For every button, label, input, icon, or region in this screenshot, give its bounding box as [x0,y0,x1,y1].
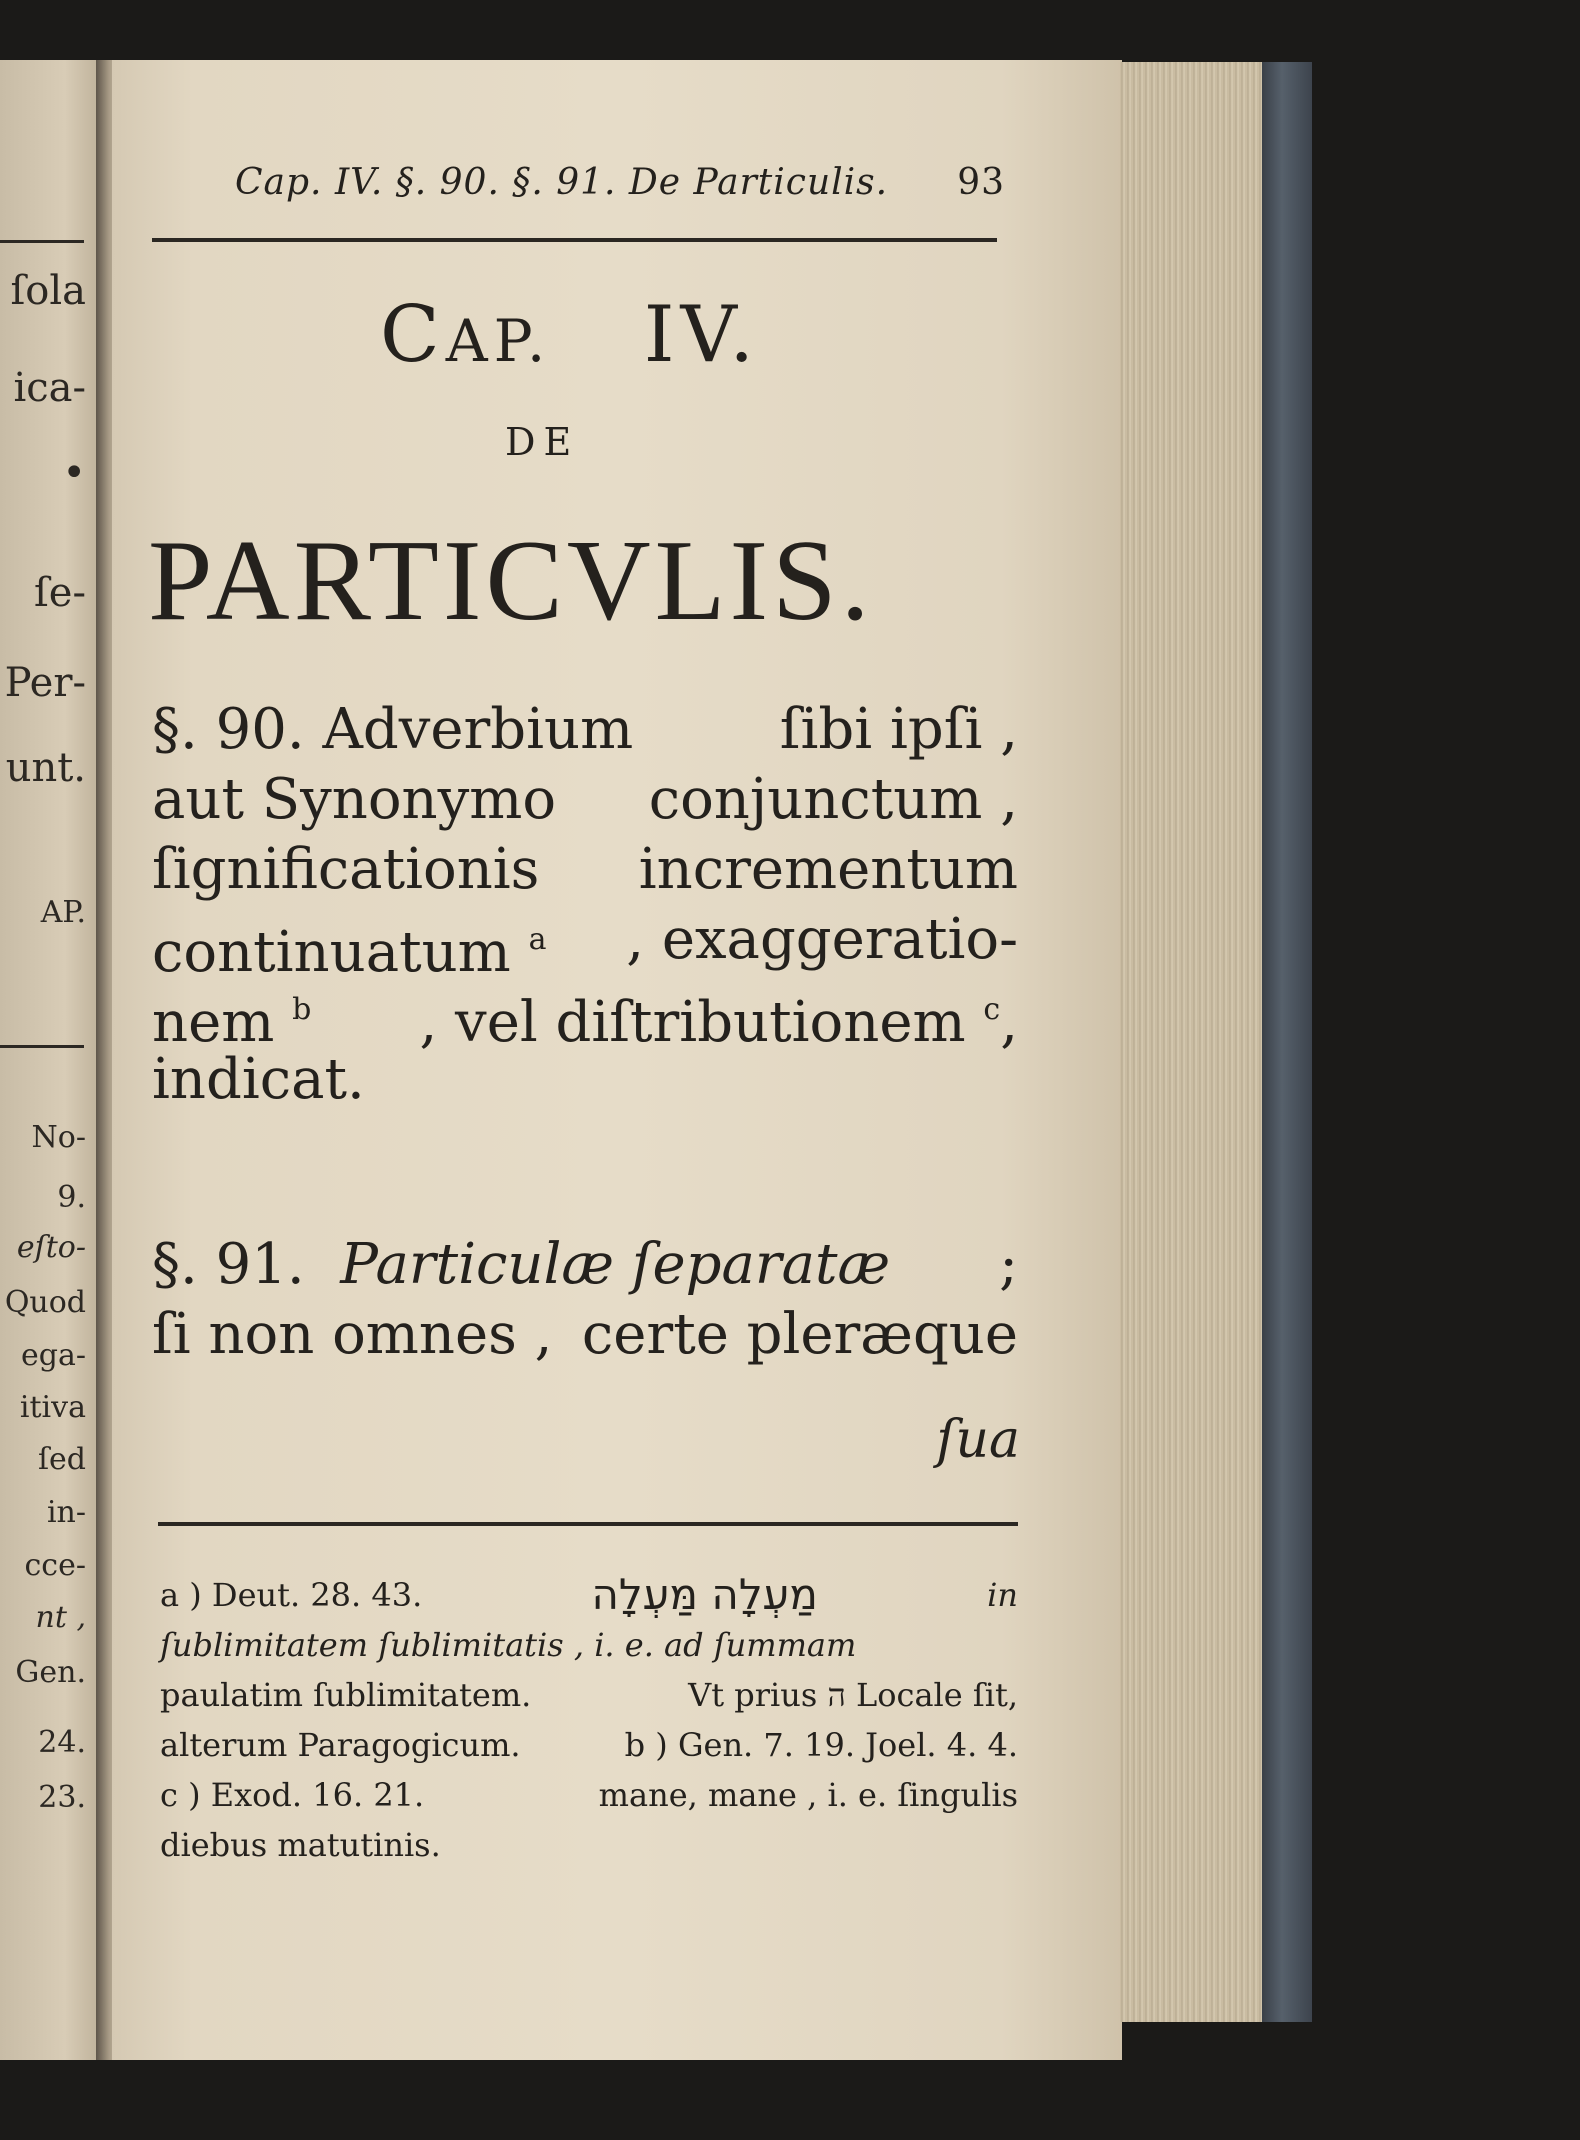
note-text: alterum Paragogicum. [160,1726,521,1764]
chapter-cap-initial: C [380,290,446,380]
text-line [152,695,1018,765]
text-segment: continuatum [152,920,511,985]
text-line [152,1230,1018,1300]
note-text: paulatim ſublimitatem. [160,1676,532,1714]
left-rule [0,1045,84,1048]
left-fragment: Quod [4,1285,86,1320]
note-text: ſublimitatem ſublimitatis , i. e. ad ſummam [160,1626,857,1664]
italic-term: Particulæ ſeparatæ [340,1232,891,1297]
note-text: in [987,1576,1018,1614]
text-segment: , [1000,990,1018,1055]
text-segment: §. 90. Adverbium [152,697,634,762]
footnote-rule [158,1522,1018,1526]
text-line [152,1045,1018,1115]
left-fragment: ſola [10,268,86,314]
catchword: ſua [936,1410,1020,1470]
text-line [152,765,1018,835]
running-head-text: Cap. IV. §. 90. §. 91. De Particulis. [235,162,889,203]
text-segment: ſibi ipſi , [779,697,1018,762]
chapter-cap-rest: AP. [445,307,552,375]
text-line [152,835,1018,905]
text-segment: ſignificationis [152,837,540,902]
left-fragment: 23. [38,1780,86,1815]
left-page [0,60,108,2060]
note-line [160,1720,1018,1770]
footnote-marker-c: c [983,992,1001,1027]
text-segment: , vel diſtributionem [419,990,966,1055]
left-fragment: unt. [5,745,86,791]
left-fragment: • [62,450,86,496]
note-text: b ) Gen. 7. 19. Joel. 4. 4. [624,1726,1018,1764]
note-line [160,1820,1018,1870]
footnote-marker-a: a [528,922,547,957]
left-fragment: Gen. [15,1655,86,1690]
left-fragment: 9. [57,1180,86,1215]
chapter-numeral: IV. [643,290,760,380]
text-segment: ſi non omnes , [152,1302,553,1367]
left-fragment: AP. [40,895,86,930]
left-fragment: ega- [21,1338,86,1373]
note-text: diebus matutinis. [160,1826,441,1864]
text-segment: incrementum [638,837,1018,902]
title-de: DE [505,420,580,464]
note-text: mane, mane , i. e. ſingulis [598,1776,1018,1814]
text-segment: aut Synonymo [152,767,557,832]
book-cover [1262,62,1312,2022]
running-head [235,162,1005,222]
left-fragment: cce- [24,1548,86,1583]
text-segment: ; [999,1232,1018,1297]
chapter-title [380,290,800,390]
background [1312,62,1580,2022]
note-line [160,1620,1018,1670]
header-rule [152,238,997,242]
note-text: Vt prius ה Locale ſit, [688,1676,1018,1714]
note-line [160,1670,1018,1720]
note-text: a ) Deut. 28. 43. [160,1576,423,1614]
text-segment: , exaggeratio- [626,907,1018,972]
title-particulis: PARTICVLIS. [148,517,874,645]
left-fragment: Per- [4,660,86,706]
page-edges [1120,62,1275,2022]
left-fragment: itiva [19,1390,86,1425]
section-number: §. 91. [152,1232,305,1297]
text-line [152,905,1018,985]
left-fragment: ica- [13,365,86,411]
left-fragment: nt , [35,1600,86,1635]
left-fragment: eſto- [16,1230,86,1265]
page-number: 93 [957,162,1005,203]
left-rule [0,240,84,243]
section-91 [152,1230,1018,1370]
section-90 [152,695,1018,1115]
note-line [160,1570,1018,1620]
text-segment: indicat. [152,1047,365,1112]
footnotes [160,1570,1018,1870]
text-line [152,1300,1018,1370]
text-line [152,975,1018,1055]
left-fragment: in- [46,1495,86,1530]
left-fragment: ſe- [34,570,86,616]
hebrew-text: מַעְלָה מַּעְלָה [591,1570,818,1619]
text-segment: nem [152,990,275,1055]
note-line [160,1770,1018,1820]
footnote-marker-b: b [292,992,312,1027]
left-fragment: No- [31,1120,86,1155]
text-segment: certe pleræque [581,1302,1018,1367]
note-text: c ) Exod. 16. 21. [160,1776,425,1814]
left-fragment: ſed [37,1442,86,1477]
left-fragment: 24. [38,1725,86,1760]
text-segment: conjunctum , [648,767,1018,832]
